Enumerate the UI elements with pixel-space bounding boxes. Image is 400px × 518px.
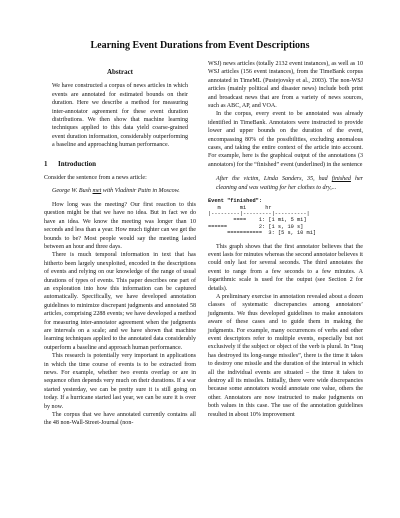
guidelines-paragraph: A preliminary exercise in annotation revealed about a dozen classes of systematic discrepancies among annotators’ judgments. We thus developed guidelines to make annotators aware of these cases and to guide them in making the judgments. For example, many occurrences of verbs and other event descriptors refer to multiple events, especially but not exclusively if the subject or object of the verb is plural. In “Iraq has destroyed its long-range missiles”, there is the time it takes to destroy one missile and the duration of the interval in which all the individual events are situated – the time it takes to destroy all its missiles. Initially, there were wide discrepancies because some annotators would annotate one value, others the other. Annotators are now instructed to make judgments on both values in this case. The use of the annotation guidelines resulted in about 10% improvement <box>208 293 363 418</box>
event-word-finished: finished <box>331 176 351 183</box>
left-column <box>44 60 196 428</box>
graph-line: Event "finished": <box>208 198 263 205</box>
section-number: 1 <box>44 159 48 168</box>
graph-line: |---------|---------|----------| <box>208 210 310 217</box>
annotation-paragraph: In the corpus, every event to be annotated was already identified in TimeBank. Annotators were instructed to provide lower and upper bounds on the duration of the event, encompassing 80% of the possibilities, excluding anomalous cases, and taking the entire context of the article into account. For example, here is the graphical output of the annotations (3 annotators) for the “finished” event (underlined) in the sentence <box>208 111 363 168</box>
annotation-graph <box>208 198 363 236</box>
section-heading-introduction <box>44 160 196 168</box>
graph-line: ====== 2: [1 s, 10 s] <box>208 223 304 230</box>
event-word-met: met <box>92 188 102 195</box>
graph-line: ==== 1: [1 mi, 5 mi] <box>208 217 307 224</box>
example-sentence-finished: After the victim, Linda Sanders, 35, had finished her cleaning and was waiting for her clothes to dry,... <box>216 176 363 191</box>
graph-line: =========== 3: [5 s, 10 mi] <box>208 230 317 237</box>
graph-explanation-paragraph: This graph shows that the first annotator believes that the event lasts for minutes whereas the second annotator believes it could only last for several seconds. The third annotates the event to range from a few seconds to a few minutes. A logarithmic scale is used for the output (see Section 2 for details). <box>208 243 363 292</box>
intro-paragraph-1: How long was the meeting? Our first reaction to this question might be that we have no idea. But in fact we do have an idea. We know the meeting was longer than 10 seconds and less than a year. How much tighter can we get the bounds to be? Most people would say the meeting lasted between an hour and three days. <box>44 201 196 250</box>
intro-paragraph-4: The corpus that we have annotated currently contains all the 48 non-Wall-Street-Journal (non- <box>44 412 196 427</box>
example-sentence-bush: George W. Bush met with Vladimir Putin in Moscow. <box>52 188 180 195</box>
section-title: Introduction <box>58 159 96 168</box>
paper-title: Learning Event Durations from Event Descriptions <box>90 40 310 51</box>
graph-line: m mi hr <box>208 204 272 211</box>
abstract-heading: Abstract <box>106 68 134 76</box>
intro-lead: Consider the sentence from a news article: <box>44 175 147 182</box>
corpus-paragraph: WSJ) news articles (totally 2132 event instances), as well as 10 WSJ articles (156 event instances), from the TimeBank corpus annotated in TimeML (Pustejovsky et al., 2003). The non-WSJ articles (mainly political and disaster news) include both print and broadcast news that are from a variety of news sources, such as ABC, AP, and VOA. <box>208 61 363 110</box>
intro-paragraph-2: There is much temporal information in text that has hitherto been largely unexploited, encoded in the descriptions of events and relying on our knowledge of the range of usual durations of types of events. This paper describes one part of an exploration into how this information can be captured automatically. Specifically, we have developed annotation guidelines to minimize discrepant judgments and annotated 58 articles, comprising 2288 events; we have developed a method for measuring inter-annotator agreement when the judgments are intervals on a scale; and we have shown that machine learning techniques applied to the annotated data considerably outperform a baseline and approach human performance. <box>44 252 196 351</box>
right-column <box>208 60 363 419</box>
abstract-text: We have constructed a corpus of news articles in which events are annotated for estimated bounds on their duration. Here we describe a method for measuring inter-annotator agreement for these event duration distributions. We then show that machine learning techniques applied to this data yield coarse-grained event duration information, considerably outperforming a baseline and approaching human performance. <box>52 83 188 149</box>
intro-paragraph-3: This research is potentially very important in applications in which the time course of events is to be extracted from news. For example, whether two events overlap or are in sequence often depends very much on their durations. If a war started yesterday, we can be pretty sure it is still going on today. If a hurricane started last year, we can be sure it is over by now. <box>44 353 196 410</box>
